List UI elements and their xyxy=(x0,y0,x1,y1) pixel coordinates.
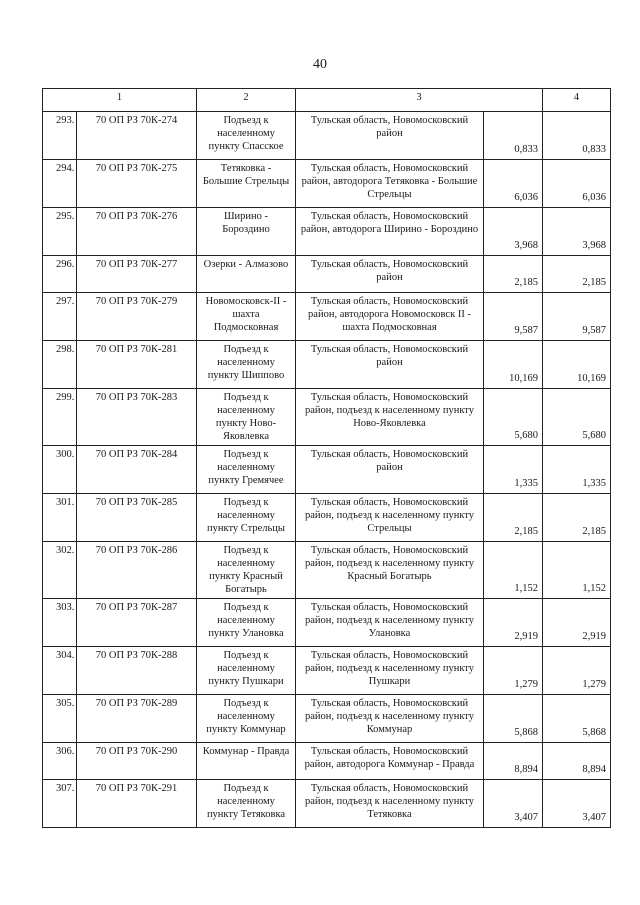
row-number: 298. xyxy=(43,341,77,389)
road-total-length: 1,279 xyxy=(543,647,611,695)
road-code: 70 ОП РЗ 70К-274 xyxy=(77,112,197,160)
row-number: 306. xyxy=(43,743,77,780)
road-total-length: 2,185 xyxy=(543,494,611,542)
road-length: 1,335 xyxy=(484,446,543,494)
table-row xyxy=(43,208,611,256)
road-total-length: 9,587 xyxy=(543,293,611,341)
row-number: 307. xyxy=(43,780,77,828)
row-number: 296. xyxy=(43,256,77,293)
road-code: 70 ОП РЗ 70К-279 xyxy=(77,293,197,341)
road-code: 70 ОП РЗ 70К-289 xyxy=(77,695,197,743)
road-location: Тульская область, Новомосковский район, автодорога Тетяковка - Большие Стрельцы xyxy=(296,160,484,208)
road-location: Тульская область, Новомосковский район xyxy=(296,256,484,293)
table-row xyxy=(43,160,611,208)
row-number: 300. xyxy=(43,446,77,494)
road-name: Ширино - Бороздино xyxy=(197,208,296,256)
road-code: 70 ОП РЗ 70К-276 xyxy=(77,208,197,256)
row-number: 293. xyxy=(43,112,77,160)
row-number: 301. xyxy=(43,494,77,542)
table-row xyxy=(43,743,611,780)
road-location: Тульская область, Новомосковский район, подъезд к населенному пункту Стрельцы xyxy=(296,494,484,542)
road-name: Подъезд к населенному пункту Спасское xyxy=(197,112,296,160)
table-row xyxy=(43,256,611,293)
road-total-length: 2,185 xyxy=(543,256,611,293)
row-number: 295. xyxy=(43,208,77,256)
road-location: Тульская область, Новомосковский район xyxy=(296,341,484,389)
table-row xyxy=(43,542,611,599)
row-number: 302. xyxy=(43,542,77,599)
road-name: Подъезд к населенному пункту Улановка xyxy=(197,599,296,647)
table-row xyxy=(43,695,611,743)
road-name: Подъезд к населенному пункту Красный Богатырь xyxy=(197,542,296,599)
road-length: 8,894 xyxy=(484,743,543,780)
road-code: 70 ОП РЗ 70К-283 xyxy=(77,389,197,446)
road-length: 2,919 xyxy=(484,599,543,647)
road-location: Тульская область, Новомосковский район, автодорога Коммунар - Правда xyxy=(296,743,484,780)
road-name: Подъезд к населенному пункту Пушкари xyxy=(197,647,296,695)
road-code: 70 ОП РЗ 70К-275 xyxy=(77,160,197,208)
table-row xyxy=(43,599,611,647)
road-code: 70 ОП РЗ 70К-286 xyxy=(77,542,197,599)
road-name: Подъезд к населенному пункту Ново-Яковлевка xyxy=(197,389,296,446)
road-location: Тульская область, Новомосковский район, подъезд к населенному пункту Коммунар xyxy=(296,695,484,743)
row-number: 305. xyxy=(43,695,77,743)
road-name: Подъезд к населенному пункту Шиппово xyxy=(197,341,296,389)
road-total-length: 10,169 xyxy=(543,341,611,389)
row-number: 294. xyxy=(43,160,77,208)
column-header-1: 1 xyxy=(43,89,197,112)
column-header-3: 3 xyxy=(296,89,543,112)
road-code: 70 ОП РЗ 70К-277 xyxy=(77,256,197,293)
road-code: 70 ОП РЗ 70К-290 xyxy=(77,743,197,780)
road-name: Подъезд к населенному пункту Коммунар xyxy=(197,695,296,743)
road-name: Тетяковка - Большие Стрельцы xyxy=(197,160,296,208)
road-total-length: 2,919 xyxy=(543,599,611,647)
road-length: 5,680 xyxy=(484,389,543,446)
row-number: 299. xyxy=(43,389,77,446)
road-code: 70 ОП РЗ 70К-288 xyxy=(77,647,197,695)
table-row xyxy=(43,293,611,341)
road-length: 2,185 xyxy=(484,494,543,542)
table-header-row xyxy=(43,89,611,112)
road-location: Тульская область, Новомосковский район, подъезд к населенному пункту Пушкари xyxy=(296,647,484,695)
page-number: 40 xyxy=(313,57,327,72)
road-name: Озерки - Алмазово xyxy=(197,256,296,293)
roads-table xyxy=(42,88,611,828)
road-total-length: 3,407 xyxy=(543,780,611,828)
road-code: 70 ОП РЗ 70К-291 xyxy=(77,780,197,828)
road-total-length: 0,833 xyxy=(543,112,611,160)
table-row xyxy=(43,446,611,494)
road-name: Подъезд к населенному пункту Стрельцы xyxy=(197,494,296,542)
table-row xyxy=(43,494,611,542)
column-header-4: 4 xyxy=(543,89,611,112)
road-length: 2,185 xyxy=(484,256,543,293)
row-number: 304. xyxy=(43,647,77,695)
road-total-length: 5,680 xyxy=(543,389,611,446)
table-row xyxy=(43,647,611,695)
road-total-length: 8,894 xyxy=(543,743,611,780)
table-row xyxy=(43,341,611,389)
road-code: 70 ОП РЗ 70К-281 xyxy=(77,341,197,389)
road-length: 6,036 xyxy=(484,160,543,208)
road-total-length: 6,036 xyxy=(543,160,611,208)
road-length: 1,152 xyxy=(484,542,543,599)
road-location: Тульская область, Новомосковский район, автодорога Новомосковск II - шахта Подмосковная xyxy=(296,293,484,341)
road-length: 10,169 xyxy=(484,341,543,389)
road-name: Коммунар - Правда xyxy=(197,743,296,780)
road-total-length: 5,868 xyxy=(543,695,611,743)
road-length: 1,279 xyxy=(484,647,543,695)
road-length: 3,968 xyxy=(484,208,543,256)
road-location: Тульская область, Новомосковский район, подъезд к населенному пункту Ново-Яковлевка xyxy=(296,389,484,446)
road-total-length: 1,335 xyxy=(543,446,611,494)
road-name: Новомосковск-II - шахта Подмосковная xyxy=(197,293,296,341)
road-location: Тульская область, Новомосковский район, автодорога Ширино - Бороздино xyxy=(296,208,484,256)
road-location: Тульская область, Новомосковский район xyxy=(296,446,484,494)
table-row xyxy=(43,780,611,828)
table-row xyxy=(43,112,611,160)
road-code: 70 ОП РЗ 70К-284 xyxy=(77,446,197,494)
road-length: 0,833 xyxy=(484,112,543,160)
road-total-length: 1,152 xyxy=(543,542,611,599)
road-location: Тульская область, Новомосковский район xyxy=(296,112,484,160)
row-number: 303. xyxy=(43,599,77,647)
road-code: 70 ОП РЗ 70К-287 xyxy=(77,599,197,647)
road-length: 5,868 xyxy=(484,695,543,743)
road-location: Тульская область, Новомосковский район, подъезд к населенному пункту Тетяковка xyxy=(296,780,484,828)
column-header-2: 2 xyxy=(197,89,296,112)
road-length: 9,587 xyxy=(484,293,543,341)
road-length: 3,407 xyxy=(484,780,543,828)
table-row xyxy=(43,389,611,446)
row-number: 297. xyxy=(43,293,77,341)
road-location: Тульская область, Новомосковский район, подъезд к населенному пункту Красный Богатырь xyxy=(296,542,484,599)
road-total-length: 3,968 xyxy=(543,208,611,256)
road-name: Подъезд к населенному пункту Гремячее xyxy=(197,446,296,494)
road-code: 70 ОП РЗ 70К-285 xyxy=(77,494,197,542)
road-name: Подъезд к населенному пункту Тетяковка xyxy=(197,780,296,828)
road-location: Тульская область, Новомосковский район, подъезд к населенному пункту Улановка xyxy=(296,599,484,647)
